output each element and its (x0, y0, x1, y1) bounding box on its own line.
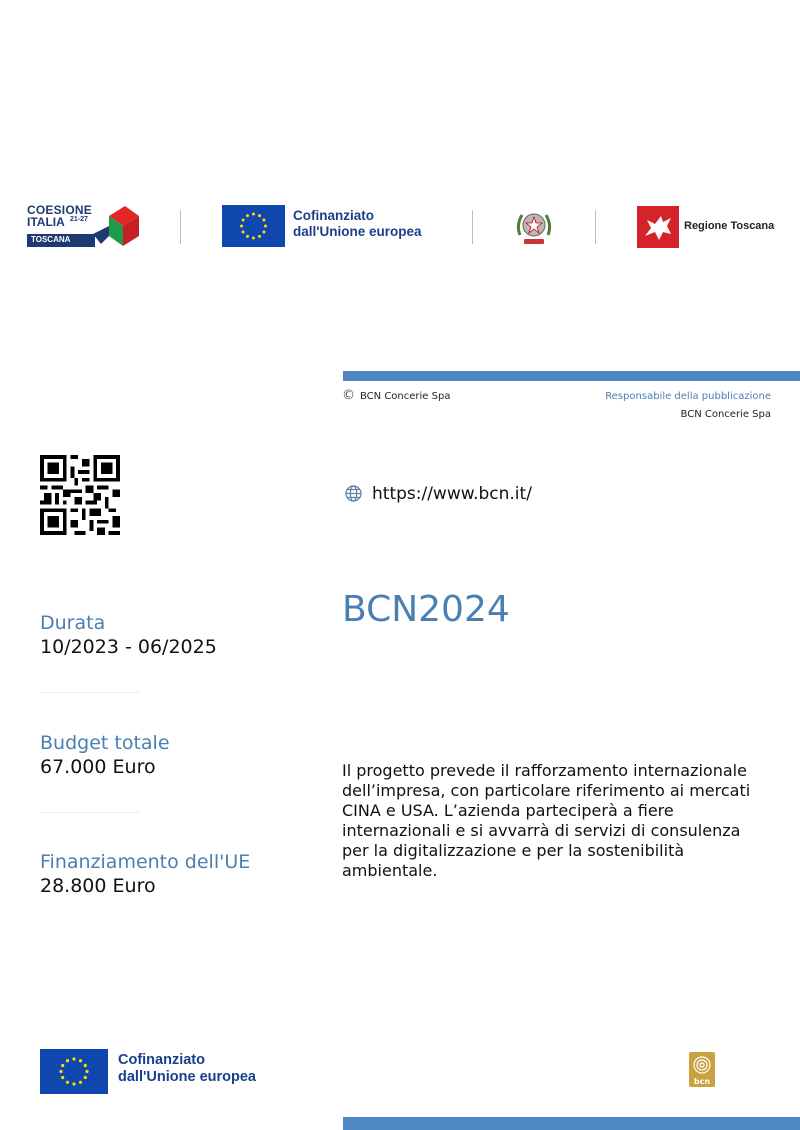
toscana-badge-label: TOSCANA (31, 235, 71, 244)
budget-label: Budget totale (40, 732, 170, 754)
eu-line2: dall'Unione europea (118, 1069, 256, 1086)
regione-toscana-label: Regione Toscana (684, 220, 775, 232)
italia-label: ITALIA (27, 215, 65, 229)
logo-separator (180, 210, 181, 244)
italian-republic-emblem-icon (514, 205, 554, 249)
eu-line2: dall'Unione europea (293, 223, 422, 239)
coesione-italia-logo (27, 203, 142, 251)
website-link[interactable]: https://www.bcn.it/ (372, 484, 532, 504)
eu-line1: Cofinanziato (118, 1052, 205, 1068)
regione-toscana-logo (637, 206, 679, 248)
funding-label: Finanziamento dell'UE (40, 851, 251, 873)
project-title: BCN2024 (342, 589, 510, 630)
coesione-cube-icon (91, 204, 141, 248)
coesione-label: COESIONE (27, 203, 92, 217)
project-description: Il progetto prevede il rafforzamento internazionale dell’impresa, con particolare riferimento ai mercati CINA e USA. L’azienda parteciperà a fiere internazionali e si avvarrà di servizi di consulenza per la digitalizzazione e per la sostenibilità ambientale. (342, 761, 751, 880)
logo-separator (595, 210, 596, 244)
divider (40, 692, 140, 693)
globe-icon (345, 485, 362, 502)
durata-value: 10/2023 - 06/2025 (40, 636, 217, 658)
qr-code (40, 455, 120, 535)
responsible-name: BCN Concerie Spa (680, 409, 771, 420)
funding-value: 28.800 Euro (40, 875, 156, 897)
eu-flag-header (222, 205, 285, 247)
bcn-logo-text: bcn (693, 1077, 711, 1086)
eu-stars-icon (222, 205, 285, 247)
eu-flag-footer (40, 1049, 108, 1094)
copyright-icon: © (342, 388, 355, 403)
durata-label: Durata (40, 612, 106, 634)
eu-cofinanced-label-footer (118, 1052, 256, 1086)
years-label: 21-27 (70, 216, 88, 223)
eu-cofinanced-label-header (293, 208, 421, 240)
bottom-accent-bar (343, 1117, 800, 1130)
bcn-logo (689, 1052, 715, 1087)
eu-stars-icon (40, 1049, 108, 1094)
top-accent-bar (343, 371, 800, 381)
pegasus-icon (637, 206, 679, 248)
eu-line1: Cofinanziato (293, 208, 374, 223)
responsible-label: Responsabile della pubblicazione (605, 391, 771, 402)
logo-separator (472, 210, 473, 244)
copyright-text: BCN Concerie Spa (360, 391, 451, 402)
divider (40, 812, 140, 813)
bcn-shell-icon (689, 1053, 715, 1077)
toscana-badge (27, 234, 95, 247)
budget-value: 67.000 Euro (40, 756, 156, 778)
